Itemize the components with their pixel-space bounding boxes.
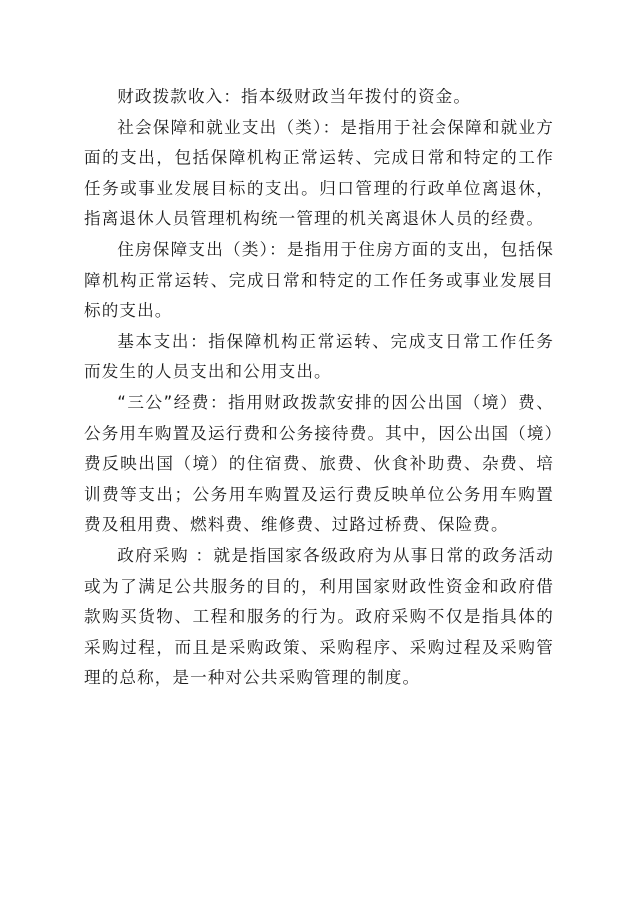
paragraph-housing-security: 住房保障支出（类）：是指用于住房方面的支出，包括保障机构正常运转、完成日常和特定的工作任务或事业发展目标的支出。 [84, 239, 554, 321]
document-body [84, 82, 554, 694]
paragraph-three-public-expenses: “三公”经费：指用财政拨款安排的因公出国（境）费、公务用车购置及运行费和公务接待费。其中，因公出国（境）费反映出国（境）的住宿费、旅费、伙食补助费、杂费、培训费等支出；公务用车购置及运行费反映单位公务用车购置费及租用费、燃料费、维修费、过路过桥费、保险费。 [84, 392, 554, 535]
paragraph-government-procurement: 政府采购 ：就是指国家各级政府为从事日常的政务活动或为了满足公共服务的目的，利用国家财政性资金和政府借款购买货物、工程和服务的行为。政府采购不仅是指具体的采购过程，而且是采购政策、采购程序、采购过程及采购管理的总称，是一种对公共采购管理的制度。 [84, 545, 554, 688]
paragraph-basic-expenditure: 基本支出：指保障机构正常运转、完成支日常工作任务而发生的人员支出和公用支出。 [84, 331, 554, 382]
paragraph-fiscal-appropriation-income: 财政拨款收入：指本级财政当年拨付的资金。 [117, 87, 472, 106]
paragraph-social-security-employment: 社会保障和就业支出（类）：是指用于社会保障和就业方面的支出，包括保障机构正常运转、完成日常和特定的工作任务或事业发展目标的支出。归口管理的行政单位离退休，指离退休人员管理机构统一管理的机关离退休人员的经费。 [84, 117, 554, 229]
